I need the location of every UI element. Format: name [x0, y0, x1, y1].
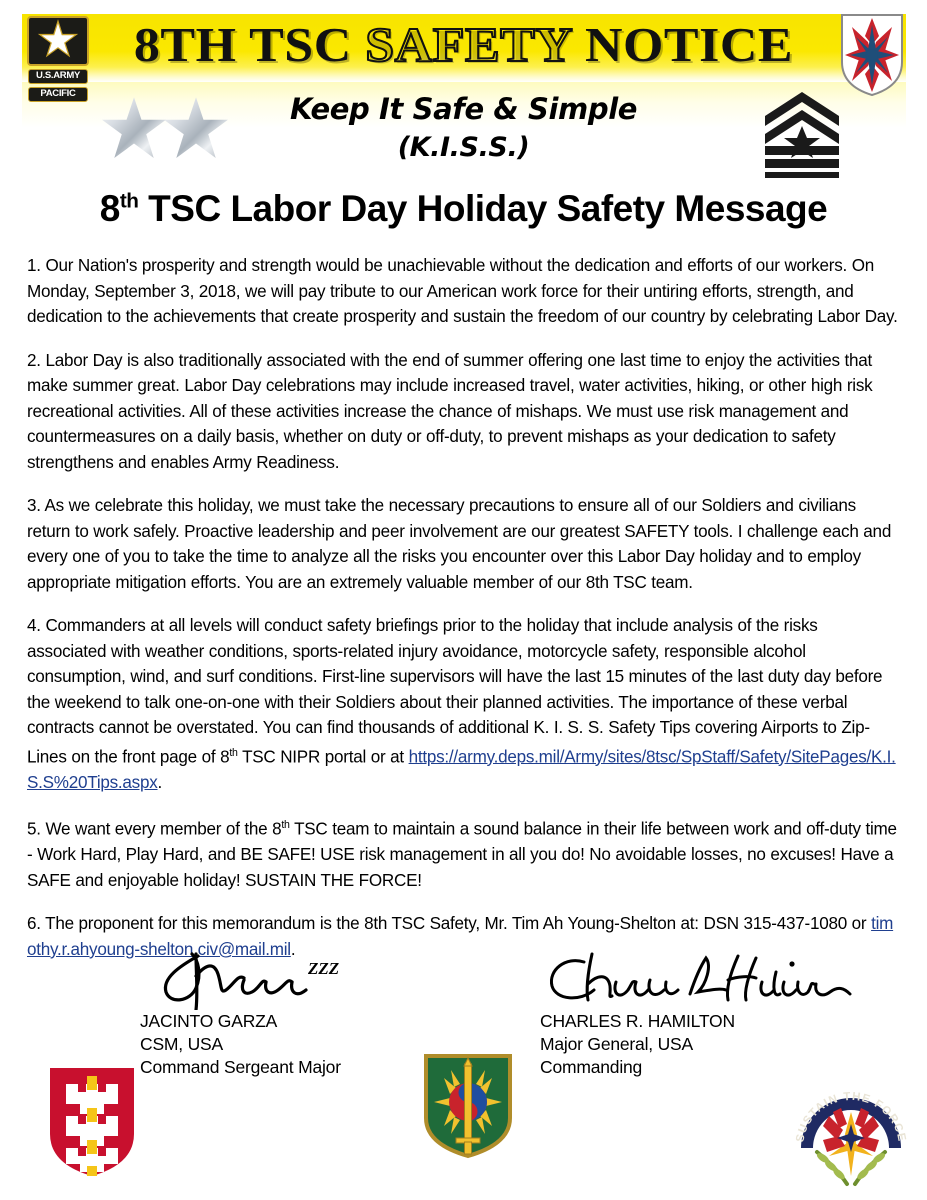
tagline-line-1: Keep It Safe & Simple — [289, 92, 638, 126]
page-title-number: 8 — [99, 188, 120, 229]
crest-motto-text: SUSTAIN THE FORCE — [794, 1090, 908, 1144]
paragraph-4-ordinal: th — [229, 746, 238, 759]
tsc-shield-crest-icon — [839, 12, 905, 98]
sustain-the-force-crest-icon — [789, 1078, 913, 1194]
paragraph-4-text-a: 4. Commanders at all levels will conduct safety briefings prior to the holiday that include analysis of the risks associated with weather conditions, sports-related injury avoidance, motorcycle safety, responsible alcohol consumption, wind, and surf conditions. First-line supervisors will have the last 15 minutes of the last duty day before the weekend to talk one-on-one with their Soldiers about their planned activities. The importance of these verbal contracts cannot be overstated. You can find thousands of additional K. I. S. S. Safety Tips covering Airports to Zip-Lines on the front page of 8 — [27, 616, 883, 767]
svg-text:ZZZ: ZZZ — [308, 959, 340, 978]
banner-title-safety: SAFETY — [365, 17, 572, 72]
garza-signature-image — [140, 948, 470, 1010]
signature-right-rank: Major General, USA — [540, 1034, 693, 1054]
document-body — [27, 253, 900, 980]
signature-left-rank: CSM, USA — [140, 1034, 223, 1054]
paragraph-3: 3. As we celebrate this holiday, we must take the necessary precautions to ensure all of our Soldiers and civilians return to work safely. Proactive leadership and peer involvement are our greatest SAFETY tools. I challenge each and every one of you to take the time to analyze all the risks you encounter over this Labor Day holiday and to employ appropriate mitigation efforts. You are an extremely valuable member of our 8th TSC team. — [27, 496, 892, 592]
banner-title-part2: NOTICE — [571, 17, 794, 72]
banner-title — [0, 14, 927, 76]
paragraph-2: 2. Labor Day is also traditionally associated with the end of summer offering one last time to enjoy the activities that make summer great. Labor Day celebrations may include increased travel, water activities, hiking, or other high risk recreational activities. All of these activities increase the chance of mishaps. We must use risk management and countermeasures on a daily basis, whether on duty or off-duty, to prevent mishaps as your dedication to safety strengthens and enables Army Readiness. — [27, 350, 873, 472]
signature-right-name: CHARLES R. HAMILTON — [540, 1011, 735, 1031]
header-banner — [0, 0, 927, 185]
pacific-tab-label: PACIFIC — [28, 87, 88, 102]
army-star-box — [27, 16, 89, 66]
us-army-pacific-logo — [27, 16, 95, 104]
paragraph-4-period: . — [157, 772, 163, 792]
banner-title-part1: 8TH TSC — [133, 17, 366, 72]
paragraph-5-text-a: 5. We want every member of the 8 — [27, 819, 282, 839]
army-star-icon — [41, 23, 75, 57]
paragraph-4 — [27, 613, 900, 795]
page-title — [0, 188, 927, 230]
kiss-tips-link[interactable]: https://army.deps.mil/Army/sites/8tsc/SpStaff/Safety/SitePages/K.I.S.S%20Tips.aspx — [27, 747, 896, 792]
signature-left-name: JACINTO GARZA — [140, 1011, 278, 1031]
army-tab-label: U.S.ARMY — [28, 69, 88, 84]
proponent-email-link[interactable]: timothy.r.ahyoung-shelton.civ@mail.mil — [27, 914, 894, 959]
signature-right-title: Commanding — [540, 1057, 643, 1077]
paragraph-1: 1. Our Nation's prosperity and strength would be unachievable without the dedication and efforts of our workers. On Monday, September 3, 2018, we will pay tribute to our American work force for their untiring efforts, strength, and dedication to the achievements that create prosperity and sustain the freedom of our country by celebrating Labor Day. — [27, 256, 898, 326]
page-title-ordinal: th — [119, 189, 139, 213]
paragraph-5-text-b: TSC team to maintain a sound balance in their life between work and off-duty time - Work Hard, Play Hard, and BE SAFE! USE risk management in all you do! No avoidable losses, no excuses! Have a SAFE and enjoyable holiday! SUSTAIN THE FORCE! — [27, 819, 897, 890]
paragraph-5 — [27, 813, 900, 893]
paragraph-5-ordinal: th — [281, 819, 290, 832]
signature-left-title: Command Sergeant Major — [140, 1057, 341, 1077]
tagline-line-2: (K.I.S.S.) — [397, 132, 530, 163]
page-title-rest: TSC Labor Day Holiday Safety Message — [138, 188, 828, 229]
kiss-tagline — [0, 92, 927, 163]
paragraph-6-text: 6. The proponent for this memorandum is the 8th TSC Safety, Mr. Tim Ah Young-Shelton at: DSN 315-437-1080 or — [27, 914, 872, 934]
paragraph-4-text-b: TSC NIPR portal or at — [237, 747, 409, 767]
19th-esc-patch-icon — [418, 1052, 518, 1160]
paragraph-6-period: . — [290, 939, 296, 959]
hamilton-signature-image — [540, 948, 900, 1010]
8th-tsc-patch-icon — [44, 1064, 140, 1180]
signature-right — [540, 948, 900, 1079]
